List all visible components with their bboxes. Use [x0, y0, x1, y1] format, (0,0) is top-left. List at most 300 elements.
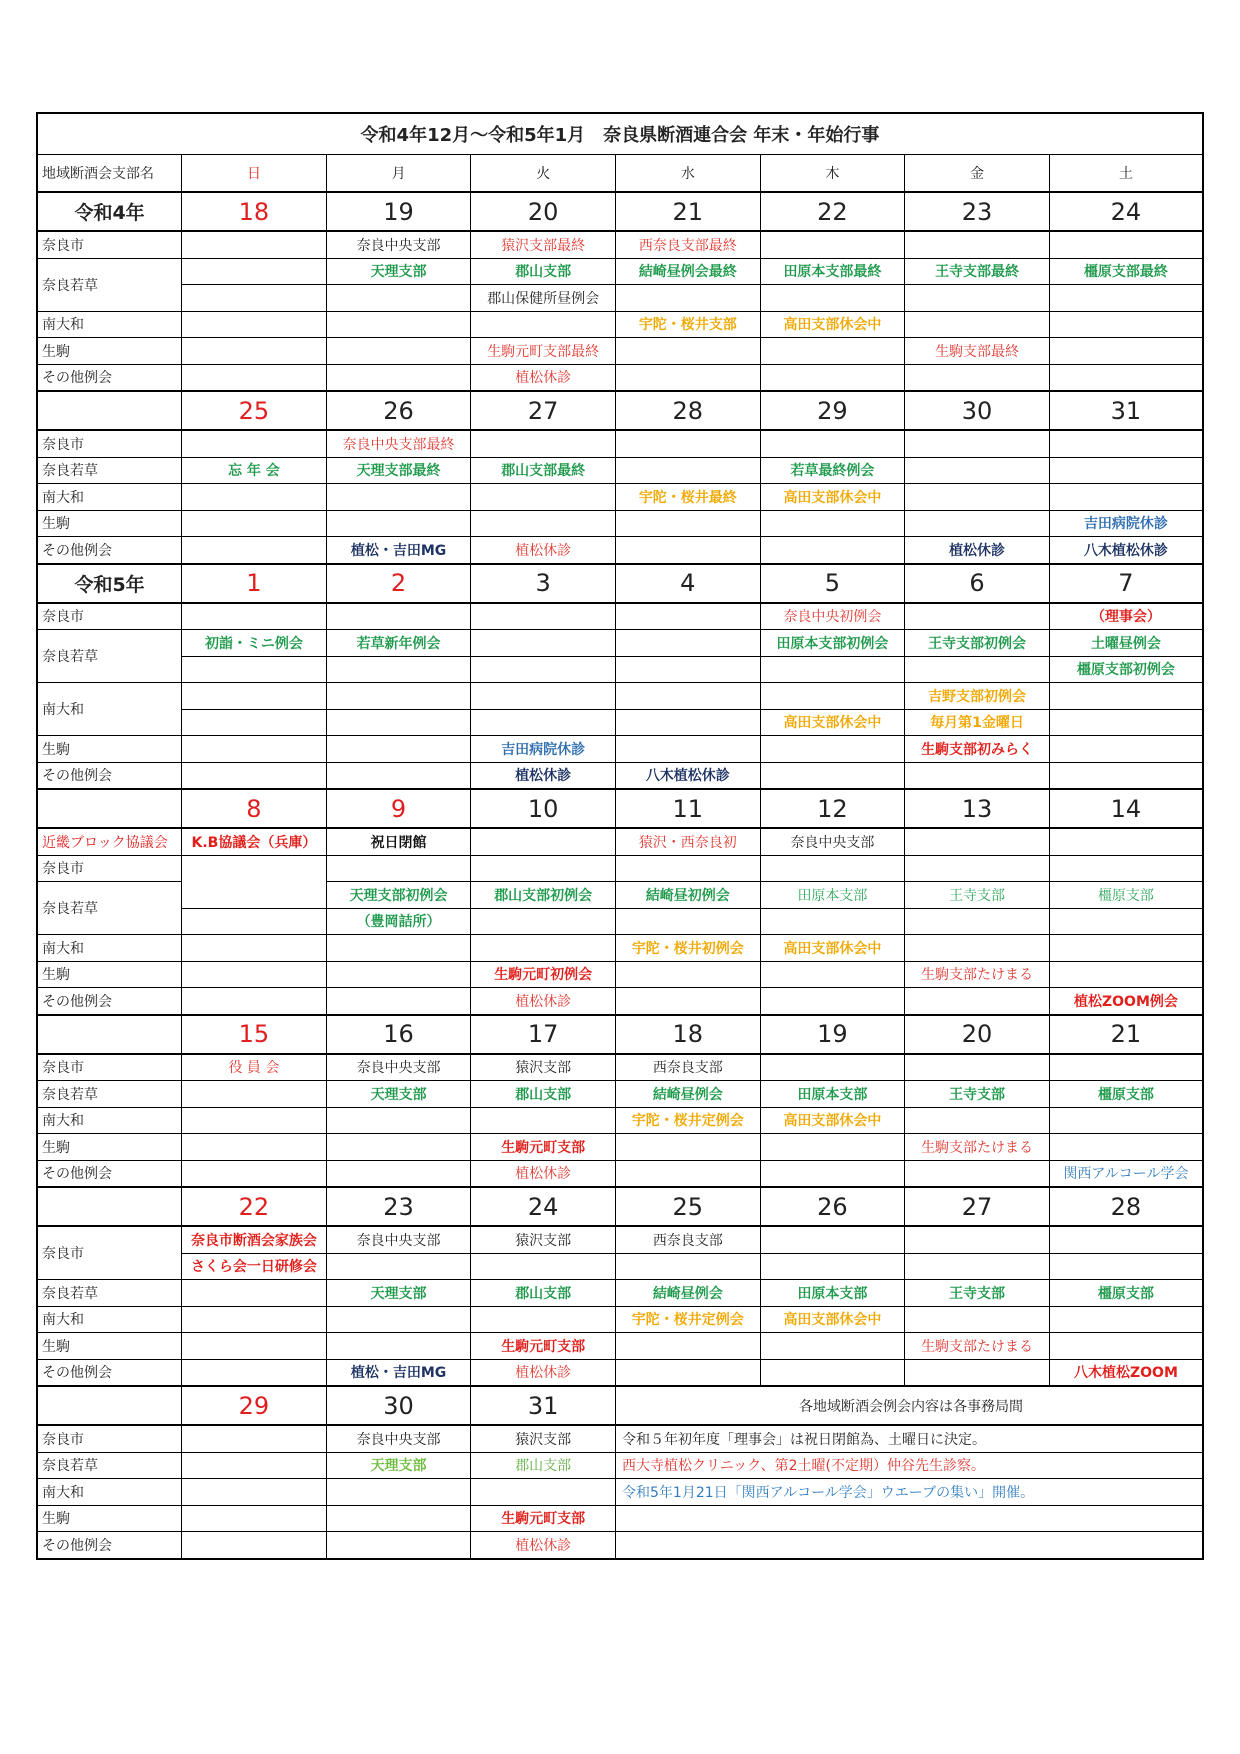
event-cell [326, 484, 471, 511]
region-name: 近畿ブロック協議会 [37, 828, 182, 855]
event-cell: 猿沢支部最終 [471, 231, 616, 258]
footnote-text: 西大寺植松クリニック、第2土曜(不定期）仲谷先生診察。 [616, 1452, 1204, 1479]
event-cell [471, 603, 616, 630]
event-cell: （豊岡詰所） [326, 908, 471, 935]
event-cell [326, 311, 471, 338]
event-cell: 郡山支部 [471, 1081, 616, 1108]
event-cell [182, 1479, 327, 1506]
page-title: 令和4年12月～令和5年1月 奈良県断酒連合会 年末・年始行事 [37, 113, 1203, 155]
event-cell [471, 311, 616, 338]
event-cell: 忘 年 会 [182, 457, 327, 484]
event-cell [182, 988, 327, 1015]
week-date-row [37, 391, 1203, 430]
event-row [37, 855, 1203, 882]
region-name: その他例会 [37, 762, 182, 789]
date-cell: 20 [905, 1015, 1050, 1054]
event-cell [182, 1134, 327, 1161]
date-cell: 21 [616, 192, 761, 231]
event-cell: 生駒支部たけまる [905, 1134, 1050, 1161]
event-cell [471, 656, 616, 683]
event-cell [616, 1160, 761, 1187]
event-cell [326, 656, 471, 683]
region-name: その他例会 [37, 988, 182, 1015]
event-cell: 生駒支部たけまる [905, 961, 1050, 988]
event-row [37, 430, 1203, 457]
event-cell [760, 1160, 905, 1187]
event-cell: 郡山支部 [471, 1280, 616, 1307]
event-cell [616, 709, 761, 736]
event-cell: 奈良中央支部 [326, 231, 471, 258]
date-cell: 21 [1049, 1015, 1203, 1054]
event-cell [616, 510, 761, 537]
region-name: 南大和 [37, 683, 182, 736]
event-cell [182, 683, 327, 710]
date-cell: 1 [182, 564, 327, 603]
event-cell: 宇陀・桜井支部 [616, 311, 761, 338]
event-cell: 生駒元町支部 [471, 1134, 616, 1161]
event-cell [616, 961, 761, 988]
event-row [37, 1054, 1203, 1081]
event-cell [182, 484, 327, 511]
footnote-text: 令和5年1月21日「関西アルコール学会」ウエーブの集い」開催。 [616, 1479, 1204, 1506]
event-cell [905, 656, 1050, 683]
event-cell [905, 457, 1050, 484]
region-header: 地域断酒会支部名 [37, 155, 182, 193]
event-row [37, 1333, 1203, 1360]
event-cell [905, 1253, 1050, 1280]
event-cell [326, 1532, 471, 1559]
event-cell [760, 338, 905, 365]
event-row [37, 285, 1203, 312]
date-cell: 27 [471, 391, 616, 430]
date-cell: 25 [182, 391, 327, 430]
event-cell: 吉田病院休診 [1049, 510, 1203, 537]
event-row [37, 1306, 1203, 1333]
event-cell: 奈良市断酒会家族会 [182, 1226, 327, 1253]
date-cell: 18 [616, 1015, 761, 1054]
event-cell: 田原本支部初例会 [760, 630, 905, 657]
date-cell: 4 [616, 564, 761, 603]
date-cell: 27 [905, 1187, 1050, 1226]
event-cell [905, 311, 1050, 338]
event-cell [182, 603, 327, 630]
date-cell: 20 [471, 192, 616, 231]
event-cell [1049, 364, 1203, 391]
event-cell [760, 285, 905, 312]
event-cell [760, 1134, 905, 1161]
event-cell: 奈良中央支部最終 [326, 430, 471, 457]
event-cell [471, 630, 616, 657]
event-cell [760, 683, 905, 710]
event-cell [905, 828, 1050, 855]
event-cell: 天理支部 [326, 1452, 471, 1479]
era-label: 令和5年 [37, 564, 182, 603]
event-cell: 生駒元町初例会 [471, 961, 616, 988]
event-cell: 結崎昼初例会 [616, 882, 761, 909]
event-cell [1049, 855, 1203, 882]
date-cell: 29 [182, 1386, 327, 1425]
event-cell [616, 988, 761, 1015]
event-cell: 毎月第1金曜日 [905, 709, 1050, 736]
event-cell [760, 908, 905, 935]
date-cell: 24 [1049, 192, 1203, 231]
region-name: その他例会 [37, 1359, 182, 1386]
region-name: 生駒 [37, 510, 182, 537]
event-cell [182, 338, 327, 365]
era-label [37, 1386, 182, 1425]
region-name: 奈良市 [37, 1226, 182, 1280]
event-row [37, 1452, 1203, 1479]
event-cell [1049, 1306, 1203, 1333]
region-name: 奈良市 [37, 1425, 182, 1452]
era-label [37, 789, 182, 828]
date-cell: 30 [905, 391, 1050, 430]
date-cell: 10 [471, 789, 616, 828]
event-cell [471, 828, 616, 855]
event-cell: 高田支部休会中 [760, 935, 905, 962]
date-cell: 11 [616, 789, 761, 828]
date-cell: 13 [905, 789, 1050, 828]
region-name: 南大和 [37, 1306, 182, 1333]
event-cell [471, 683, 616, 710]
event-cell [1049, 457, 1203, 484]
event-cell: 郡山支部初例会 [471, 882, 616, 909]
event-cell: 生駒支部たけまる [905, 1333, 1050, 1360]
event-cell [326, 935, 471, 962]
event-cell: 植松休診 [471, 1359, 616, 1386]
event-cell [616, 855, 761, 882]
event-cell [905, 1160, 1050, 1187]
event-cell [471, 935, 616, 962]
event-cell [760, 961, 905, 988]
event-cell [326, 988, 471, 1015]
event-cell [1049, 935, 1203, 962]
event-cell: 奈良中央初例会 [760, 603, 905, 630]
event-cell: 天理支部初例会 [326, 882, 471, 909]
event-cell: 宇陀・桜井初例会 [616, 935, 761, 962]
event-cell [471, 709, 616, 736]
region-name: 奈良市 [37, 430, 182, 457]
event-row [37, 1359, 1203, 1386]
date-cell: 23 [326, 1187, 471, 1226]
event-cell [326, 1306, 471, 1333]
date-cell: 29 [760, 391, 905, 430]
event-row [37, 908, 1203, 935]
event-cell [326, 709, 471, 736]
event-row [37, 1160, 1203, 1187]
footnote-text: 令和５年初年度「理事会」は祝日閉館為、土曜日に決定。 [616, 1425, 1204, 1452]
event-cell: 天理支部 [326, 1081, 471, 1108]
event-cell [182, 258, 327, 285]
event-cell: 宇陀・桜井定例会 [616, 1306, 761, 1333]
event-cell [471, 510, 616, 537]
event-cell: 結崎昼例会最終 [616, 258, 761, 285]
event-cell [326, 603, 471, 630]
event-cell [760, 364, 905, 391]
event-cell [182, 510, 327, 537]
weekday-sat: 土 [1049, 155, 1203, 193]
event-cell [1049, 338, 1203, 365]
event-cell [616, 908, 761, 935]
event-cell [905, 1359, 1050, 1386]
region-name: 奈良市 [37, 1054, 182, 1081]
event-cell [1049, 1134, 1203, 1161]
event-row [37, 338, 1203, 365]
event-cell [471, 430, 616, 457]
event-cell [182, 908, 327, 935]
event-cell [1049, 231, 1203, 258]
event-cell: 宇陀・桜井定例会 [616, 1107, 761, 1134]
event-cell: 猿沢支部 [471, 1054, 616, 1081]
event-cell [760, 1333, 905, 1360]
event-cell [1049, 1226, 1203, 1253]
event-cell: 植松ZOOM例会 [1049, 988, 1203, 1015]
event-cell [182, 1425, 327, 1452]
event-cell [616, 364, 761, 391]
event-cell: 吉野支部初例会 [905, 683, 1050, 710]
event-cell [326, 1333, 471, 1360]
region-name: 南大和 [37, 311, 182, 338]
week-date-row [37, 1015, 1203, 1054]
event-cell [905, 935, 1050, 962]
week-date-row [37, 1386, 1203, 1425]
event-cell: 八木植松ZOOM [1049, 1359, 1203, 1386]
date-cell: 6 [905, 564, 1050, 603]
event-cell: （理事会） [1049, 603, 1203, 630]
region-name: 生駒 [37, 961, 182, 988]
region-name: 奈良市 [37, 231, 182, 258]
event-row [37, 683, 1203, 710]
event-cell [471, 1253, 616, 1280]
event-cell: 天理支部 [326, 1280, 471, 1307]
event-row [37, 457, 1203, 484]
event-cell: 結崎昼例会 [616, 1081, 761, 1108]
event-cell [182, 1306, 327, 1333]
date-cell: 19 [326, 192, 471, 231]
event-cell [1049, 484, 1203, 511]
event-cell [760, 988, 905, 1015]
event-cell [326, 364, 471, 391]
event-cell: 生駒元町支部 [471, 1505, 616, 1532]
region-name: 奈良若草 [37, 630, 182, 683]
event-cell: 宇陀・桜井最終 [616, 484, 761, 511]
region-name: 奈良若草 [37, 258, 182, 311]
event-cell [326, 285, 471, 312]
event-cell: 天理支部 [326, 258, 471, 285]
date-cell: 26 [326, 391, 471, 430]
event-cell: 高田支部休会中 [760, 311, 905, 338]
event-cell [905, 285, 1050, 312]
event-cell: 植松休診 [471, 1160, 616, 1187]
event-cell [1049, 709, 1203, 736]
event-cell [1049, 430, 1203, 457]
event-cell [1049, 736, 1203, 763]
date-cell: 15 [182, 1015, 327, 1054]
event-cell: 植松休診 [471, 762, 616, 789]
event-cell: 土曜昼例会 [1049, 630, 1203, 657]
event-cell [326, 855, 471, 882]
footnote-header: 各地域断酒会例会内容は各事務局間 [616, 1386, 1204, 1425]
event-cell [905, 988, 1050, 1015]
event-cell [905, 510, 1050, 537]
event-cell [182, 736, 327, 763]
date-cell: 19 [760, 1015, 905, 1054]
event-cell [1049, 1333, 1203, 1360]
date-cell: 17 [471, 1015, 616, 1054]
event-row [37, 828, 1203, 855]
weekday-mon: 月 [326, 155, 471, 193]
date-cell: 28 [1049, 1187, 1203, 1226]
event-cell [616, 656, 761, 683]
event-cell [326, 510, 471, 537]
event-row [37, 510, 1203, 537]
event-cell [616, 1134, 761, 1161]
date-cell: 31 [1049, 391, 1203, 430]
date-cell: 28 [616, 391, 761, 430]
date-cell: 31 [471, 1386, 616, 1425]
event-cell [905, 430, 1050, 457]
date-cell: 9 [326, 789, 471, 828]
event-cell: 高田支部休会中 [760, 709, 905, 736]
event-cell [471, 855, 616, 882]
event-cell: 天理支部最終 [326, 457, 471, 484]
region-name: 奈良市 [37, 855, 182, 882]
event-cell [905, 908, 1050, 935]
event-cell [1049, 1107, 1203, 1134]
weekday-sun: 日 [182, 155, 327, 193]
date-cell: 22 [182, 1187, 327, 1226]
event-cell: 田原本支部 [760, 1280, 905, 1307]
event-row [37, 630, 1203, 657]
event-cell: 橿原支部 [1049, 1280, 1203, 1307]
event-row [37, 1505, 1203, 1532]
event-row [37, 1107, 1203, 1134]
event-cell [1049, 828, 1203, 855]
event-cell [760, 736, 905, 763]
week-date-row [37, 789, 1203, 828]
event-cell: 植松休診 [905, 537, 1050, 564]
event-cell [616, 683, 761, 710]
event-cell [616, 630, 761, 657]
event-cell [1049, 961, 1203, 988]
event-cell [326, 338, 471, 365]
event-cell: 八木植松休診 [1049, 537, 1203, 564]
event-cell [760, 430, 905, 457]
week-date-row [37, 192, 1203, 231]
event-cell [905, 1306, 1050, 1333]
event-cell [1049, 1054, 1203, 1081]
event-cell [1049, 311, 1203, 338]
event-cell: 高田支部休会中 [760, 1306, 905, 1333]
date-cell: 12 [760, 789, 905, 828]
event-cell: K.B協議会（兵庫） [182, 828, 327, 855]
event-cell [616, 430, 761, 457]
event-cell [182, 961, 327, 988]
event-cell: さくら会一日研修会 [182, 1253, 327, 1280]
event-cell [471, 1107, 616, 1134]
event-cell: 田原本支部最終 [760, 258, 905, 285]
event-cell [182, 1081, 327, 1108]
event-cell [471, 908, 616, 935]
event-cell [760, 762, 905, 789]
event-cell [760, 537, 905, 564]
weekday-thu: 木 [760, 155, 905, 193]
event-row [37, 537, 1203, 564]
region-name: その他例会 [37, 537, 182, 564]
event-cell [182, 1280, 327, 1307]
event-cell [905, 484, 1050, 511]
event-cell [182, 364, 327, 391]
event-cell [616, 457, 761, 484]
event-cell: 橿原支部 [1049, 1081, 1203, 1108]
event-cell [326, 1134, 471, 1161]
event-row [37, 709, 1203, 736]
event-cell: 植松休診 [471, 988, 616, 1015]
event-cell [905, 231, 1050, 258]
event-cell: 西奈良支部最終 [616, 231, 761, 258]
region-name: 奈良若草 [37, 1452, 182, 1479]
era-label [37, 1187, 182, 1226]
event-row [37, 311, 1203, 338]
event-cell: 植松・吉田MG [326, 1359, 471, 1386]
region-name: 生駒 [37, 1333, 182, 1360]
event-cell: 高田支部休会中 [760, 1107, 905, 1134]
event-row [37, 1081, 1203, 1108]
event-cell: 郡山支部 [471, 1452, 616, 1479]
region-name: その他例会 [37, 364, 182, 391]
date-cell: 5 [760, 564, 905, 603]
event-cell [905, 1107, 1050, 1134]
event-cell: 植松休診 [471, 537, 616, 564]
event-cell [182, 855, 327, 908]
event-row [37, 1134, 1203, 1161]
region-name: 生駒 [37, 1505, 182, 1532]
event-cell [1049, 762, 1203, 789]
event-cell [616, 736, 761, 763]
event-cell: 生駒元町支部最終 [471, 338, 616, 365]
date-cell: 7 [1049, 564, 1203, 603]
event-cell [616, 285, 761, 312]
event-cell [326, 1107, 471, 1134]
event-cell [616, 338, 761, 365]
event-cell: 高田支部休会中 [760, 484, 905, 511]
date-cell: 23 [905, 192, 1050, 231]
event-cell: 田原本支部 [760, 1081, 905, 1108]
event-cell: 生駒支部最終 [905, 338, 1050, 365]
event-cell [471, 484, 616, 511]
event-cell [760, 1253, 905, 1280]
event-cell: 結崎昼例会 [616, 1280, 761, 1307]
event-cell [905, 1226, 1050, 1253]
event-cell [326, 961, 471, 988]
event-cell [471, 1306, 616, 1333]
event-cell: 橿原支部初例会 [1049, 656, 1203, 683]
era-label [37, 1015, 182, 1054]
era-label [37, 391, 182, 430]
event-row [37, 603, 1203, 630]
event-cell [905, 762, 1050, 789]
date-cell: 14 [1049, 789, 1203, 828]
event-cell [616, 1333, 761, 1360]
event-cell: 西奈良支部 [616, 1226, 761, 1253]
event-cell [182, 285, 327, 312]
event-cell [182, 430, 327, 457]
weekday-tue: 火 [471, 155, 616, 193]
event-row [37, 1280, 1203, 1307]
event-cell [182, 311, 327, 338]
date-cell: 2 [326, 564, 471, 603]
event-cell [616, 537, 761, 564]
